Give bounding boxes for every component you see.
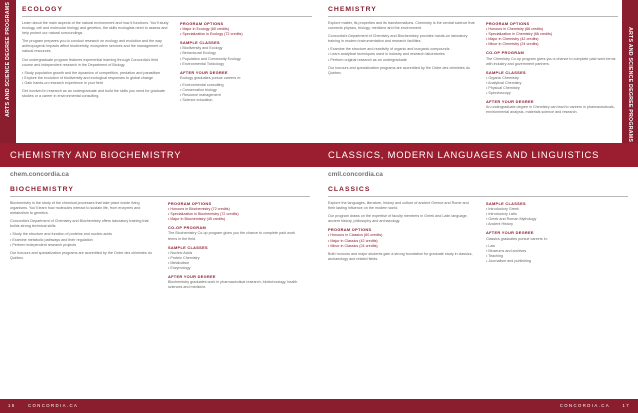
sample-class: • Enzymology [168,266,298,271]
body-paragraph: Get involved in research as an undergraduate and build the skills you need for graduate studies or a career in environmental consulting. [22,89,166,99]
chemistry-sidebar [486,21,616,118]
section-rule [10,196,310,197]
right-page [319,0,638,413]
sample-classes-list [168,251,298,271]
sample-class: • Population and Community Ecology [180,57,310,62]
program-options-heading: PROGRAM OPTIONS [328,227,372,233]
sample-class: • Introductory Greek [486,207,616,212]
after-degree-text: An undergraduate degree in Chemistry can lead to careers in pharmaceuticals, environmental analysis, materials science and research. [486,105,615,115]
bullet-item: • Examine metabolic pathways and their regulation [10,238,158,243]
classics-section [328,180,628,266]
sample-class: • Introductory Latin [486,212,616,217]
body-paragraph: Explore the languages, literature, history and culture of ancient Greece and Rome and their lasting influence on the modern world. [328,201,469,211]
sample-class: • Protein Chemistry [168,256,298,261]
sample-classes-list [486,76,616,96]
footer-left [0,399,319,413]
biochemistry-sidebar [168,201,298,292]
body-paragraph: Concordia's Department of Chemistry and Biochemistry offers laboratory training that builds strong technical skills. [10,219,149,229]
sample-class: • Ancient History [486,222,616,227]
sample-class: • Organic Chemistry [486,76,616,81]
career-list [486,244,616,264]
program-option-link[interactable]: • Specialization in Ecology (72 credits) [180,32,310,37]
program-option-link[interactable]: • Major in Ecology (60 credits) [180,27,310,32]
bullet-list [10,232,158,247]
sample-classes-heading: SAMPLE CLASSES [168,244,208,250]
side-tab-right [622,0,638,143]
program-option-link[interactable]: • Honours in Chemistry (66 credits) [486,27,616,32]
bullet-list [22,71,170,86]
page-number: 17 [622,403,630,408]
career-item: • Conservation biology [180,88,310,93]
footer-right [319,399,638,413]
side-tab-label: ARTS AND SCIENCE DEGREE PROGRAMS [627,26,633,142]
body-paragraph: Our undergraduate program features experiential learning through Concordia's field course and independent research in the Department of Biology. [22,57,158,67]
program-options-heading: PROGRAM OPTIONS [168,201,212,206]
bullet-item: • Examine the structure and reactivity of organic and inorganic compounds [328,47,476,52]
body-paragraph: Biochemistry is the study of the chemical processes that take place inside living organisms. You'll learn how molecules interact to sustain life, from enzymes and metabolism to genetics. [10,201,141,216]
program-option-link[interactable]: • Major in Biochemistry (45 credits) [168,217,298,222]
body-paragraph: Both honours and major students gain a strong foundation for graduate study in classics, archaeology and related fields. [328,251,473,261]
career-item: • Resource management [180,93,310,98]
career-item: • Environmental consulting [180,83,310,88]
after-degree-text: Biochemistry graduates work in pharmaceutical research, biotechnology, health sciences and medicine. [168,280,298,290]
department-banner: CHEMISTRY AND BIOCHEMISTRY [0,143,319,167]
bullet-list [328,47,476,62]
career-list [180,83,310,103]
coop-text: The Biochemistry Co-op program gives you the chance to complete paid work terms in the field. [168,231,295,241]
biochemistry-section [10,180,310,292]
career-item: • Teaching [486,254,616,259]
career-item: • Museums and archives [486,249,616,254]
bullet-item: • Perform original research as an undergraduate [328,58,476,63]
page-number: 16 [8,403,16,408]
department-url[interactable]: chem.concordia.ca [10,171,69,178]
program-options-list [486,27,616,47]
sample-class: • Analytical Chemistry [486,81,616,86]
section-title: ECOLOGY [22,6,63,13]
bullet-item: • Learn analytical techniques used in industry and research laboratories [328,52,476,57]
sample-class: • Biodiversity and Ecology [180,46,310,51]
bullet-item: • Gain hands-on research experience in your field [22,81,170,86]
program-options-list [180,27,310,37]
side-tab-label: ARTS AND SCIENCE DEGREE PROGRAMS [5,1,11,117]
after-degree-heading: AFTER YOUR DEGREE [168,274,216,280]
bullet-item: • Perform independent research projects [10,243,158,248]
program-option-link[interactable]: • Minor in Classics (24 credits) [328,244,476,249]
sample-classes-list [180,46,310,66]
program-options-list [168,207,298,222]
section-title: CLASSICS [328,186,371,193]
bullet-item: • Study population growth and the dynamics of competition, predation and parasitism [22,71,170,76]
program-options-heading: PROGRAM OPTIONS [486,21,530,26]
department-url[interactable]: cmll.concordia.ca [328,171,383,178]
sample-classes-list [486,207,616,227]
program-options-list [328,233,476,248]
section-title: CHEMISTRY [328,6,377,13]
footer-site: CONCORDIA.CA [559,403,610,408]
after-degree-heading: AFTER YOUR DEGREE [486,230,534,236]
body-paragraph: Learn about the main aspects of the natural environment and how it functions. You'll study ecology, cell and molecular biology and genetics, the skills ecologists need to assess and help protect our natural surroundings. [22,21,169,36]
ecology-body [22,21,170,105]
program-option-link[interactable]: • Honours in Classics (60 credits) [328,233,476,238]
section-rule [328,196,628,197]
sample-class: • Environmental Toxicology [180,62,310,67]
after-degree-text: Classics graduates pursue careers in: [486,236,548,241]
program-option-link[interactable]: • Major in Chemistry (42 credits) [486,37,616,42]
body-paragraph: Concordia's Department of Chemistry and Biochemistry provides hands-on laboratory training in modern instrumentation and research facilities. [328,34,468,44]
sample-class: • Behavioural Ecology [180,51,310,56]
sample-class: • Nucleic Acids [168,251,298,256]
classics-body [328,201,476,266]
body-paragraph: Our honours and specialization programs are accredited by the Ordre des chimistes du Québec. [10,250,152,260]
chemistry-body [328,21,476,118]
biochemistry-body [10,201,158,292]
sample-class: • Metabolism [168,261,298,266]
section-rule [328,16,618,17]
department-banner: CLASSICS, MODERN LANGUAGES AND LINGUISTICS [319,143,638,167]
sample-classes-heading: SAMPLE CLASSES [180,40,220,46]
ecology-section [22,0,312,143]
sample-class: • Spectroscopy [486,91,616,96]
body-paragraph: Explore matter, its properties and its transformations. Chemistry is the central science that connects physics, biology, medicine and the environment. [328,21,475,31]
program-option-link[interactable]: • Major in Classics (42 credits) [328,239,476,244]
sample-classes-heading: SAMPLE CLASSES [486,69,526,75]
program-option-link[interactable]: • Minor in Chemistry (24 credits) [486,42,616,47]
side-tab-left [0,0,16,143]
career-item: • Science education [180,98,310,103]
sample-class: • Physical Chemistry [486,86,616,91]
body-paragraph: Our program draws on the expertise of faculty members in Greek and Latin language, ancient history, philosophy and archaeology. [328,214,468,224]
bullet-item: • Explore the evolution of biodiversity and ecological responses to global change [22,76,170,81]
career-item: • Journalism and publishing [486,259,616,264]
bullet-item: • Study the structure and function of proteins and nucleic acids [10,232,158,237]
after-degree-heading: AFTER YOUR DEGREE [486,99,534,105]
footer-site: CONCORDIA.CA [28,403,79,408]
coop-heading: CO-OP PROGRAM [486,50,524,56]
program-option-link[interactable]: • Specialization in Biochemistry (72 credits) [168,212,298,217]
program-option-link[interactable]: • Honours in Biochemistry (72 credits) [168,207,298,212]
classics-sidebar [486,201,616,266]
ecology-sidebar [180,21,310,105]
sample-classes-heading: SAMPLE CLASSES [486,201,526,206]
program-options-heading: PROGRAM OPTIONS [180,21,224,26]
body-paragraph: Our honours and specialization programs are accredited by the Ordre des chimistes du Québec. [328,65,470,75]
after-degree-text: Ecology graduates pursue careers in: [180,75,242,80]
program-option-link[interactable]: • Specialization in Chemistry (66 credits) [486,32,616,37]
coop-heading: CO-OP PROGRAM [168,225,206,231]
body-paragraph: The program prepares you to conduct research on ecology and evolution and the way anthropogenic impacts affect biodiversity, ecosystem services and the management of natural resources. [22,39,163,54]
coop-text: The Chemistry Co-op program gives you a chance to complete paid work terms with industry and government partners. [486,56,616,66]
sample-class: • Greek and Roman Mythology [486,217,616,222]
after-degree-heading: AFTER YOUR DEGREE [180,69,228,75]
career-item: • Law [486,244,616,249]
chemistry-section [328,0,618,143]
section-title: BIOCHEMISTRY [10,186,74,193]
section-rule [22,16,312,17]
